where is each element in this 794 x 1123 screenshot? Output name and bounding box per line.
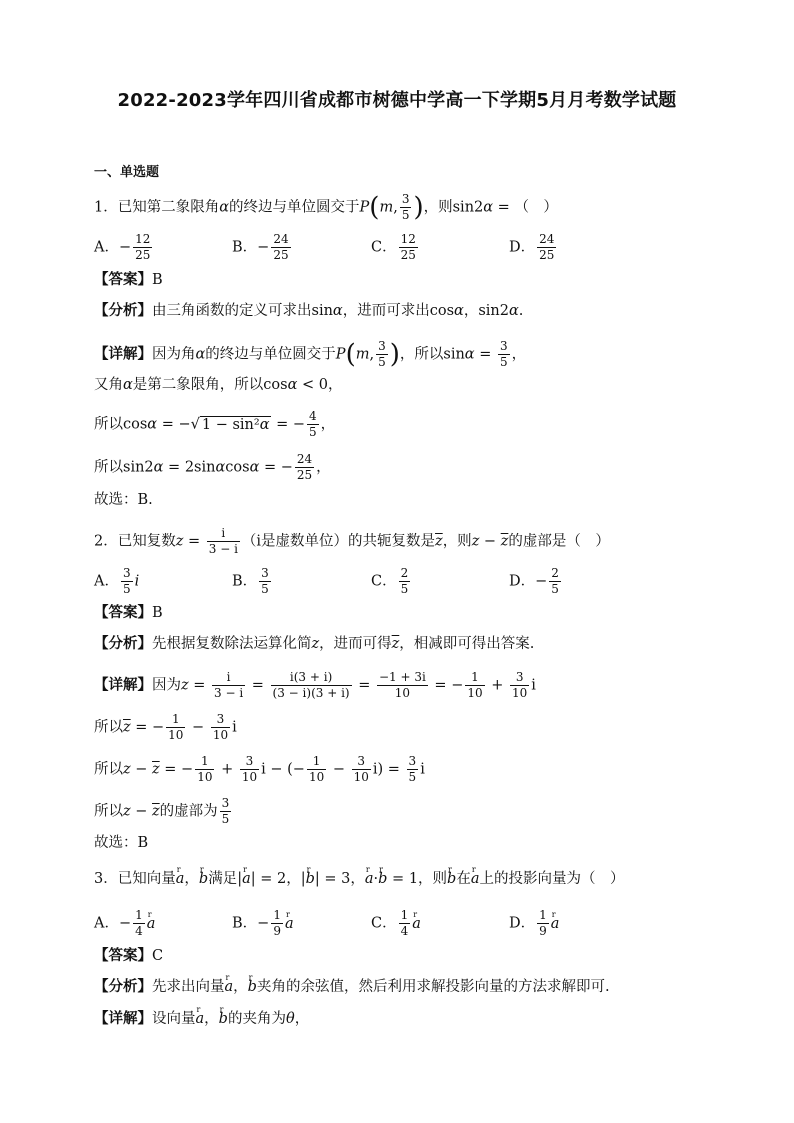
- q1-analysis: 【分析】由三角函数的定义可求出sinα，进而可求出cosα，sin2α.: [94, 303, 524, 319]
- q2-option-d: D．− $\frac{2}{5}$: [509, 566, 559, 596]
- q1-detail: 【详解】因为角α的终边与单位圆交于P(m, $\frac{3}{5}$ )，所以sinα = $\frac{3}{5}$ ，: [94, 339, 527, 370]
- q2-option-b: B． $\frac{3}{5}$: [232, 566, 269, 596]
- q2-option-a: A． $\frac{3}{5}$ i: [94, 566, 140, 596]
- q1-stem: 1．已知第二象限角α的终边与单位圆交于P(m, $\frac{3}{5}$ )，则sin2α = （ ）: [94, 192, 558, 223]
- q2-stem: 2．已知复数z = $\frac{i}{3 - i}$ （i是虚数单位）的共轭复数是$\overline{z}$，则$z - \overline{z}$的虚部是（ ）: [94, 526, 610, 556]
- q2-line-4: 所以$z - \overline{z}$的虚部为 $\frac{3}{5}$: [94, 796, 230, 826]
- q1-line-3: 所以cosα = −√ 1 − sin²α = − $\frac{4}{5}$ ，: [94, 409, 336, 439]
- q2-line-2: 所以$\overline{z}$ = − $\frac{1}{10}$ − $\frac{3}{10}$ i: [94, 712, 237, 742]
- q3-option-b: B．− $\frac{1}{9}$ r a: [232, 908, 294, 939]
- q2-detail: 【详解】因为z = $\frac{i}{3 - i}$ = $\frac{i(3 + i)}{(3 - i)(3 + i)}$ = $\frac{-1 + 3i}{10}$ = − $\frac{1}{10}$ + $\frac{3}{10}$ i: [94, 670, 536, 700]
- q1-option-d: D． $\frac{24}{25}$: [509, 232, 555, 262]
- q1-answer: 【答案】B: [94, 272, 163, 288]
- q2-answer: 【答案】B: [94, 605, 163, 621]
- q3-detail: 【详解】设向量r a，r b的夹角为θ，: [94, 1009, 309, 1029]
- q1-conclusion: 故选：B.: [94, 492, 153, 508]
- q1-option-a: A．− $\frac{12}{25}$: [94, 232, 151, 262]
- q3-analysis: 【分析】先求出向量r a，r b夹角的余弦值，然后利用求解投影向量的方法求解即可.: [94, 977, 610, 997]
- q3-option-d: D． $\frac{1}{9}$ r a: [509, 908, 559, 939]
- q3-answer: 【答案】C: [94, 948, 164, 964]
- q3-stem: 3．已知向量r a，r b满足|r a| = 2，|r b| = 3，r a·r b = 1，则r b在r a上的投影向量为（ ）: [94, 869, 625, 889]
- q1-option-b: B．− $\frac{24}{25}$: [232, 232, 289, 262]
- q2-conclusion: 故选：B: [94, 835, 149, 851]
- q3-option-a: A．− $\frac{1}{4}$ r a: [94, 908, 155, 939]
- q1-line-4: 所以sin2α = 2sinαcosα = − $\frac{24}{25}$ ，: [94, 452, 331, 482]
- q1-option-c: C． $\frac{12}{25}$: [371, 232, 416, 262]
- q2-line-3: 所以$z - \overline{z}$ = − $\frac{1}{10}$ + $\frac{3}{10}$ i − (− $\frac{1}{10}$ − $\frac{3}{10}$ i) = $\frac{3}{5}$ i: [94, 754, 425, 784]
- q2-option-c: C． $\frac{2}{5}$: [371, 566, 409, 596]
- page-title: 2022-2023学年四川省成都市树德中学高一下学期5月月考数学试题: [117, 90, 677, 111]
- q3-option-c: C． $\frac{1}{4}$ r a: [371, 908, 421, 939]
- q1-line-2: 又角α是第二象限角，所以cosα < 0，: [94, 377, 343, 393]
- q2-analysis: 【分析】先根据复数除法运算化简z，进而可得$\overline{z}$，相减即可得出答案.: [94, 636, 535, 652]
- section-heading: 一、单选题: [94, 165, 160, 180]
